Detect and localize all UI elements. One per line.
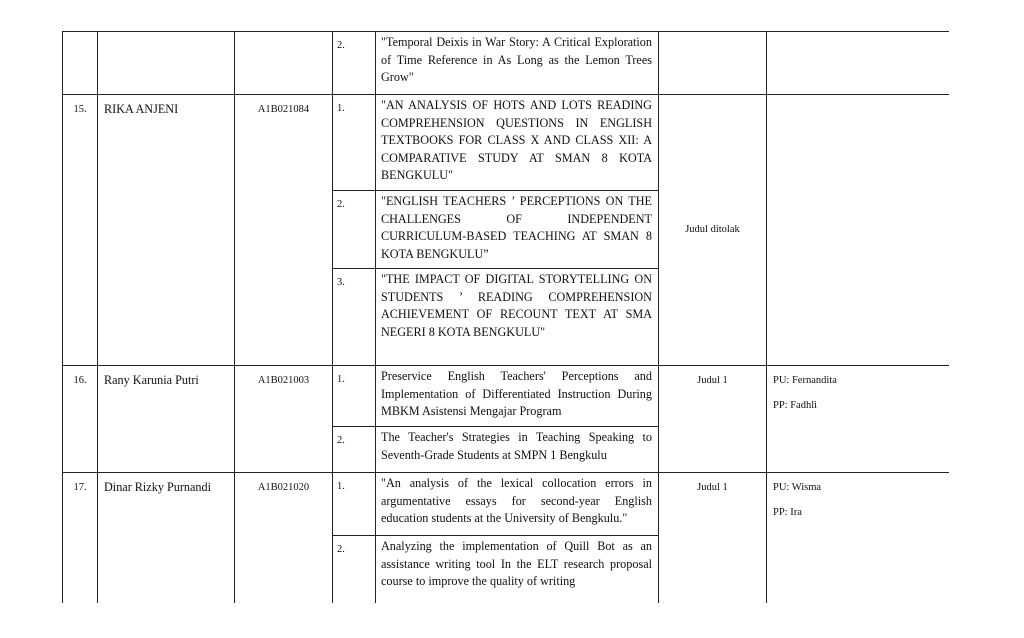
student-name: Rany Karunia Putri bbox=[98, 366, 235, 473]
title-number: 1. bbox=[333, 95, 376, 191]
supervisor-cell bbox=[767, 95, 950, 366]
thesis-title-table bbox=[62, 31, 949, 603]
proposed-title: Preservice English Teachers' Perceptions and Implementation of Differentiated Instruction During MBKM Asistensi Mengajar Program bbox=[376, 366, 659, 427]
secondary-supervisor: PP: Fadhli bbox=[773, 400, 818, 411]
proposed-title: "Temporal Deixis in War Story: A Critical Exploration of Time Reference in As Long as the Lemon Trees Grow" bbox=[376, 32, 659, 95]
thesis-title-table-page bbox=[62, 31, 949, 603]
supervisor-cell bbox=[767, 473, 950, 604]
title-number: 2. bbox=[333, 191, 376, 269]
table-row bbox=[63, 473, 950, 536]
table-row bbox=[63, 32, 950, 95]
proposed-title: "AN ANALYSIS OF HOTS AND LOTS READING COMPREHENSION QUESTIONS IN ENGLISH TEXTBOOKS FOR CLASS X AND CLASS XII: A COMPARATIVE STUDY AT SMAN 8 KOTA BENGKULU" bbox=[376, 95, 659, 191]
secondary-supervisor: PP: Ira bbox=[773, 507, 802, 518]
student-name-cell bbox=[98, 32, 235, 95]
student-id-cell bbox=[235, 32, 333, 95]
primary-supervisor: PU: Wisma bbox=[773, 482, 822, 493]
row-number: 17. bbox=[63, 473, 98, 604]
supervisor-cell bbox=[767, 366, 950, 473]
table-row bbox=[63, 366, 950, 427]
student-id: A1B021003 bbox=[235, 366, 333, 473]
status-cell: Judul 1 bbox=[659, 473, 767, 604]
title-number: 3. bbox=[333, 269, 376, 366]
title-number: 2. bbox=[333, 32, 376, 95]
primary-supervisor: PU: Fernandita bbox=[773, 375, 837, 386]
supervisor-cell bbox=[767, 32, 950, 95]
student-id: A1B021084 bbox=[235, 95, 333, 366]
title-number: 2. bbox=[333, 427, 376, 473]
row-number: 16. bbox=[63, 366, 98, 473]
row-number: 15. bbox=[63, 95, 98, 366]
table-row bbox=[63, 95, 950, 191]
row-number-cell bbox=[63, 32, 98, 95]
student-name: Dinar Rizky Purnandi bbox=[98, 473, 235, 604]
status-cell bbox=[659, 32, 767, 95]
proposed-title: "THE IMPACT OF DIGITAL STORYTELLING ON STUDENTS ’ READING COMPREHENSION ACHIEVEMENT OF RECOUNT TEXT AT SMA NEGERI 8 KOTA BENGKULU" bbox=[376, 269, 659, 366]
proposed-title: The Teacher's Strategies in Teaching Speaking to Seventh-Grade Students at SMPN 1 Bengkulu bbox=[376, 427, 659, 473]
student-id: A1B021020 bbox=[235, 473, 333, 604]
title-number: 1. bbox=[333, 366, 376, 427]
proposed-title: "ENGLISH TEACHERS ’ PERCEPTIONS ON THE CHALLENGES OF INDEPENDENT CURRICULUM-BASED TEACHING AT SMAN 8 KOTA BENGKULU” bbox=[376, 191, 659, 269]
title-number: 1. bbox=[333, 473, 376, 536]
status-cell: Judul ditolak bbox=[659, 95, 767, 366]
proposed-title: "An analysis of the lexical collocation errors in argumentative essays for second-year English education students at the University of Bengkulu." bbox=[376, 473, 659, 536]
proposed-title: Analyzing the implementation of Quill Bot as an assistance writing tool In the ELT research proposal course to improve the quality of writing bbox=[376, 536, 659, 604]
status-cell: Judul 1 bbox=[659, 366, 767, 473]
title-number: 2. bbox=[333, 536, 376, 604]
student-name: RIKA ANJENI bbox=[98, 95, 235, 366]
